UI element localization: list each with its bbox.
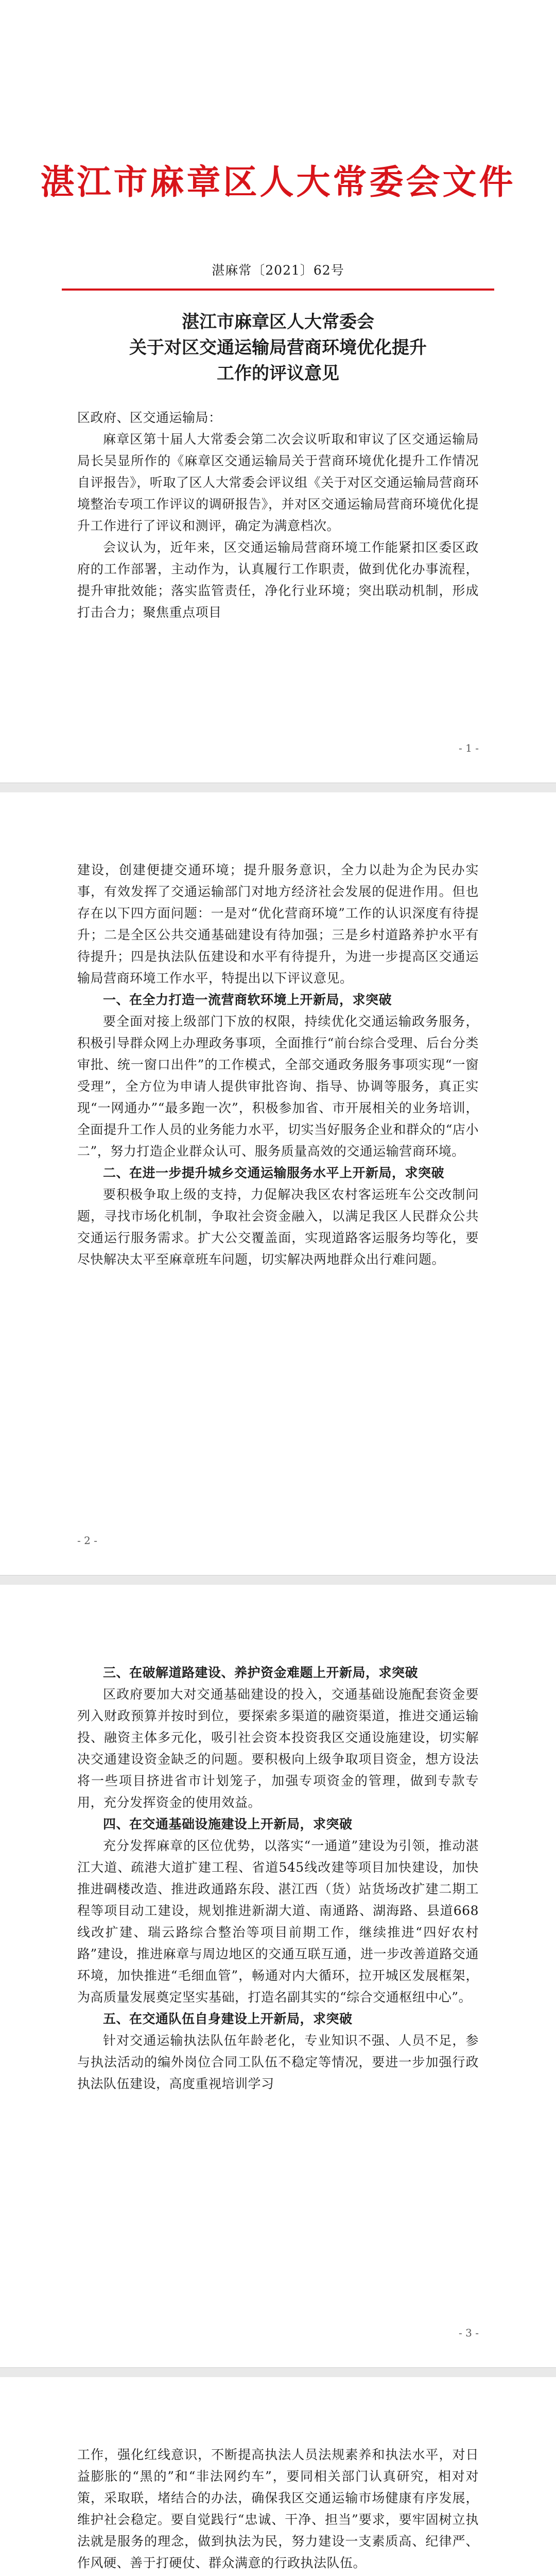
page-2: [0, 792, 556, 1575]
paragraph-closing: [77, 2574, 479, 2576]
page-number: - 1 -: [459, 742, 479, 754]
salutation: 区政府、区交通运输局：: [77, 410, 222, 425]
document-number: 湛麻常〔2021〕62号: [212, 263, 344, 278]
page-1: [0, 0, 556, 783]
page-4: [0, 2377, 556, 2576]
document-title-line-3: 工作的评议意见: [217, 363, 339, 384]
section-heading-1: 一、在全力打造一流营商软环境上开新局，求突破: [103, 992, 392, 1007]
paragraph-intro: 麻章区第十届人大常委会第二次会议听取和审议了区交通运输局局长吴显所作的《麻章区交通运输局关于营商环境优化提升工作情况自评报告》，听取了区人大常委会评议组《关于对区交通运输局营商环境整治专项工作评议的调研报告》，并对区交通运输局营商环境优化提升工作进行了评议和测评，确定为满意档次。: [77, 432, 479, 533]
document-title: [0, 309, 556, 386]
paragraph-section-4: 充分发挥麻章的区位优势，以落实“一通道”建设为引领，推动湛江大道、疏港大道扩建工程、省道545线改建等项目加快建设，加快推进碉楼改造、推进政通路东段、湛江西（货）站货场改扩建二期工程等项目动工建设，规划推进新湖大道、南通路、湖海路、县道668线改扩建、瑞云路综合整治等项目前期工作，继续推进“四好农村路”建设，推进麻章与周边地区的交通互联互通，进一步改善道路交通环境，加快推进“毛细血管”，畅通对内大循环，拉开城区发展框架，为高质量发展奠定坚实基础，打造名副其实的“综合交通枢纽中心”。: [77, 1838, 479, 2005]
section-heading-3: 三、在破解道路建设、养护资金难题上开新局，求突破: [103, 1665, 419, 1680]
document-title-line-2: 关于对区交通运输局营商环境优化提升: [129, 337, 427, 358]
section-heading-5: 五、在交通队伍自身建设上开新局，求突破: [103, 2011, 353, 2026]
section-heading-2: 二、在进一步提升城乡交通运输服务水平上开新局，求突破: [103, 1165, 445, 1180]
paragraph-section-1: 要全面对接上级部门下放的权限，持续优化交通运输政务服务，积极引导群众网上办理政务事项，全面推行“前台综合受理、后台分类审批、统一窗口出件”的工作模式，全部交通政务服务事项实现“一窗受理”，全方位为申请人提供审批咨询、指导、协调等服务，真正实现“一网通办”“最多跑一次”，积极参加省、市开展相关的业务培训，全面提升工作人员的业务能力水平，切实当好服务企业和群众的“店小二”，努力打造企业群众认可、服务质量高效的交通运输营商环境。: [77, 1014, 479, 1159]
red-divider-line: [62, 289, 494, 291]
paragraph-assessment-start: 会议认为，近年来，区交通运输局营商环境工作能紧扣区委区政府的工作部署，主动作为，认真履行工作职责，做到优化办事流程，提升审批效能；落实监管责任，净化行业环境；突出联动机制，形成打击合力；聚焦重点项目: [77, 540, 479, 620]
document-title-line-1: 湛江市麻章区人大常委会: [182, 312, 374, 332]
paragraph-section-3: 区政府要加大对交通基础建设的投入，交通基础设施配套资金要列入财政预算并按时到位，要探索多渠道的融资渠道，推进交通运输投、融资主体多元化，吸引社会资本投资我区交通设施建设，切实解决交通建设资金缺乏的问题。要积极向上级争取项目资金，想方设法将一些项目挤进省市计划笼子，加强专项资金的管理，做到专款专用，充分发挥资金的使用效益。: [77, 1687, 479, 1810]
page-4-body: [77, 2444, 479, 2576]
paragraph-section-5-end: 工作，强化红线意识，不断提高执法人员法规素养和执法水平，对日益膨胀的“黑的”和“非法网约车”，要同相关部门认真研究，相对对策，采取联，堵结合的办法，确保我区交通运输市场健康有序发展，维护社会稳定。要自觉践行“忠诚、干净、担当”要求，要牢固树立执法就是服务的理念，做到执法为民，努力建设一支素质高、纪律严、作风硬、善于打硬仗、群众满意的行政执法队伍。: [77, 2447, 479, 2570]
paragraph-section-2: 要积极争取上级的支持，力促解决我区农村客运班车公交改制问题，寻找市场化机制，争取社会资金融入，以满足我区人民群众公共交通运行服务需求。扩大公交覆盖面，实现道路客运服务均等化，要尽快解决太平至麻章班车问题，切实解决两地群众出行难问题。: [77, 1187, 479, 1267]
page-1-body: [77, 407, 479, 623]
section-heading-4: 四、在交通基础设施建设上开新局，求突破: [103, 1817, 353, 1832]
paragraph-assessment-end: 建设，创建便捷交通环境；提升服务意识，全力以赴为企为民办实事，有效发挥了交通运输部门对地方经济社会发展的促进作用。但也存在以下四方面问题：一是对“优化营商环境”工作的认识深度有待提升；二是全区公共交通基础建设有待加强；三是乡村道路养护水平有待提升；四是执法队伍建设和水平有待提升，为进一步提高区交通运输局营商环境工作水平，特提出以下评议意见。: [77, 862, 479, 986]
page-number: - 2 -: [77, 1534, 97, 1547]
document-header-title: 湛江市麻章区人大常委会文件: [40, 162, 516, 202]
page-number: - 3 -: [459, 2327, 479, 2339]
page-2-body: [77, 859, 479, 1270]
page-3-body: [77, 1662, 479, 2095]
paragraph-section-5-start: 针对交通运输执法队伍年龄老化，专业知识不强、人员不足，参与执法活动的编外岗位合同工队伍不稳定等情况，要进一步加强行政执法队伍建设，高度重视培训学习: [77, 2033, 479, 2091]
page-3: [0, 1585, 556, 2368]
